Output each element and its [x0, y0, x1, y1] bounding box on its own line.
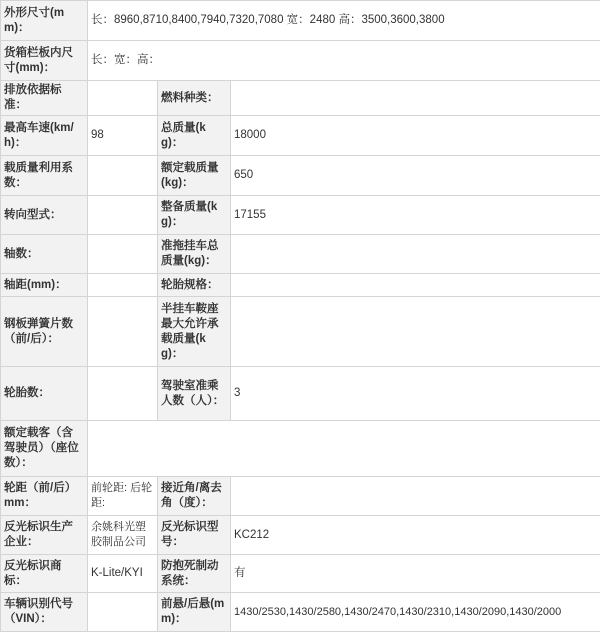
value-total-mass: 18000	[231, 116, 600, 156]
value-reflector-brand: K-Lite/KYI	[88, 555, 158, 593]
value-load-coeff	[88, 156, 158, 196]
label-wheelbase: 轴距(mm)：	[1, 274, 88, 297]
label-max-speed: 最高车速(km/h)：	[1, 116, 88, 156]
value-cargo-box: 长：宽：高：	[88, 41, 600, 81]
label-dimensions: 外形尺寸(mm)：	[1, 1, 88, 41]
value-approach-angle	[231, 477, 600, 516]
label-cargo-box: 货箱栏板内尺寸(mm)：	[1, 41, 88, 81]
label-curb-mass: 整备质量(kg)：	[158, 196, 231, 235]
value-saddle-load	[231, 297, 600, 367]
row-steering	[1, 196, 600, 235]
value-steering	[88, 196, 158, 235]
value-wheelbase	[88, 274, 158, 297]
label-rated-load: 额定载质量(kg)：	[158, 156, 231, 196]
label-fuel: 燃料种类：	[158, 81, 231, 116]
row-emission	[1, 81, 600, 116]
value-emission	[88, 81, 158, 116]
value-cab-seats: 3	[231, 367, 600, 421]
row-reflector-maker	[1, 516, 600, 555]
row-wheelbase	[1, 274, 600, 297]
value-leaf-springs	[88, 297, 158, 367]
value-abs: 有	[231, 555, 600, 593]
row-load-coeff	[1, 156, 600, 196]
row-tires	[1, 367, 600, 421]
row-reflector-brand	[1, 555, 600, 593]
value-dimensions: 长：8960,8710,8400,7940,7320,7080 宽：2480 高：3500,3600,3800	[88, 1, 600, 41]
label-reflector-maker: 反光标识生产企业：	[1, 516, 88, 555]
value-reflector-model: KC212	[231, 516, 600, 555]
value-axles	[88, 235, 158, 274]
label-abs: 防抱死制动系统：	[158, 555, 231, 593]
label-reflector-model: 反光标识型号：	[158, 516, 231, 555]
label-passengers: 额定载客（含驾驶员）（座位数）：	[1, 421, 88, 477]
label-overhang: 前悬/后悬(mm)：	[158, 593, 231, 632]
value-curb-mass: 17155	[231, 196, 600, 235]
value-passengers	[88, 421, 600, 477]
label-tire-spec: 轮胎规格：	[158, 274, 231, 297]
label-emission: 排放依据标准：	[1, 81, 88, 116]
label-vin: 车辆识别代号（VIN）：	[1, 593, 88, 632]
value-tire-count	[88, 367, 158, 421]
label-axles: 轴数：	[1, 235, 88, 274]
value-max-speed: 98	[88, 116, 158, 156]
row-speed	[1, 116, 600, 156]
value-tire-spec	[231, 274, 600, 297]
label-cab-seats: 驾驶室准乘人数（人）：	[158, 367, 231, 421]
label-steering: 转向型式：	[1, 196, 88, 235]
label-reflector-brand: 反光标识商标：	[1, 555, 88, 593]
label-total-mass: 总质量(kg)：	[158, 116, 231, 156]
value-trailer-mass	[231, 235, 600, 274]
row-vin	[1, 593, 600, 632]
row-cargo-box	[1, 41, 600, 81]
label-load-coeff: 载质量利用系数：	[1, 156, 88, 196]
value-rated-load: 650	[231, 156, 600, 196]
value-vin	[88, 593, 158, 632]
row-leaf-springs	[1, 297, 600, 367]
row-axles	[1, 235, 600, 274]
label-tire-count: 轮胎数：	[1, 367, 88, 421]
label-leaf-springs: 钢板弹簧片数（前/后）：	[1, 297, 88, 367]
row-track	[1, 477, 600, 516]
value-track: 前轮距: 后轮距:	[88, 477, 158, 516]
label-saddle-load: 半挂车鞍座最大允许承载质量(kg)：	[158, 297, 231, 367]
value-reflector-maker: 余姚科光塑胶制品公司	[88, 516, 158, 555]
value-fuel	[231, 81, 600, 116]
row-dimensions	[1, 1, 600, 41]
row-passengers	[1, 421, 600, 477]
label-approach-angle: 接近角/离去角（度）：	[158, 477, 231, 516]
label-track: 轮距（前/后）mm：	[1, 477, 88, 516]
label-trailer-mass: 准拖挂车总质量(kg)：	[158, 235, 231, 274]
value-overhang: 1430/2530,1430/2580,1430/2470,1430/2310,1430/2090,1430/2000	[231, 593, 600, 632]
